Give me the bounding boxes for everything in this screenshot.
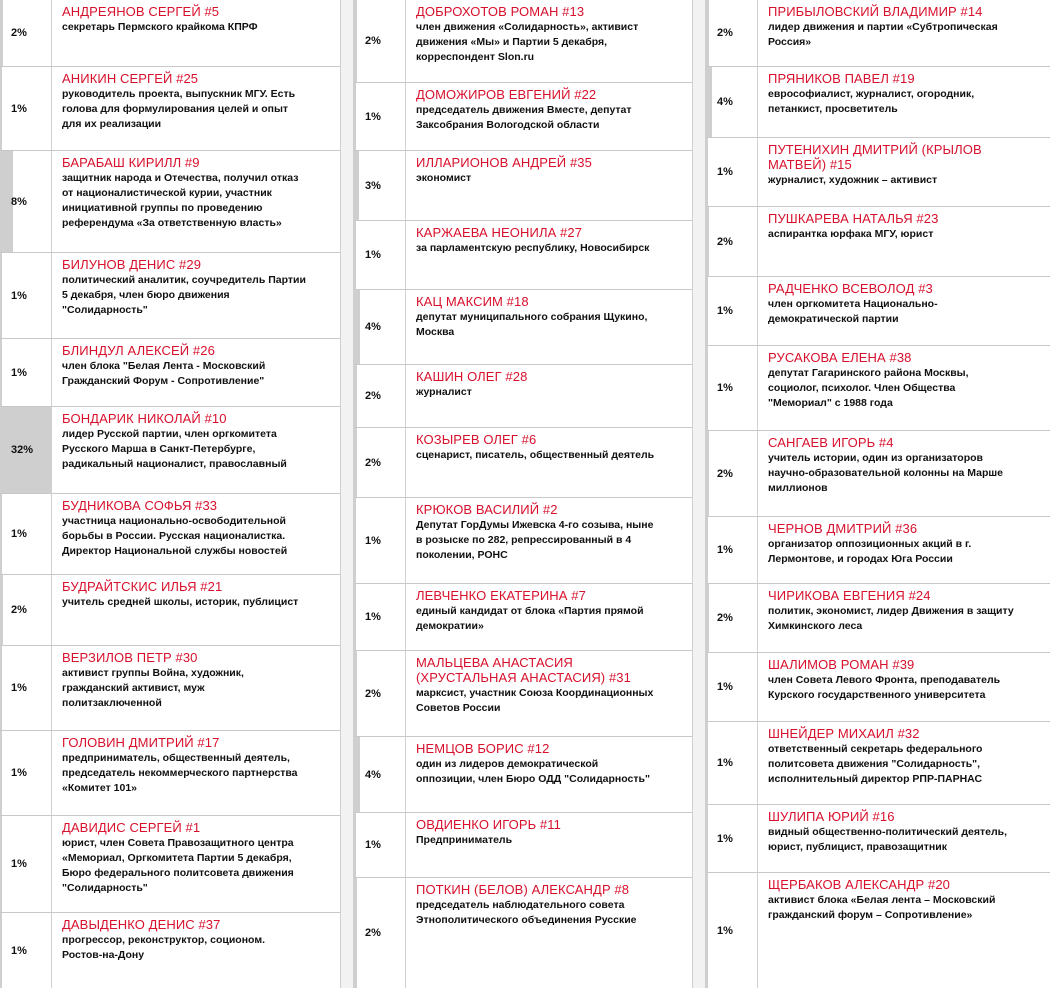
percent-cell — [706, 722, 758, 804]
candidate-row — [354, 150, 692, 220]
candidate-description: Предприниматель — [416, 834, 513, 846]
column-divider — [340, 0, 354, 988]
candidate-name: ИЛЛАРИОНОВ АНДРЕЙ #35 — [416, 155, 592, 170]
candidate-description: член блока "Белая Лента - Московский Гражданский Форум - Сопротивление" — [62, 360, 266, 387]
candidate-row — [706, 137, 1050, 206]
candidate-row — [354, 364, 692, 427]
candidate-row — [0, 912, 340, 988]
candidate-row — [0, 150, 340, 252]
percent-cell — [706, 67, 758, 137]
candidate-info — [62, 735, 334, 796]
candidate-info — [768, 588, 1044, 634]
candidate-name: ШНЕЙДЕР МИХАИЛ #32 — [768, 726, 920, 741]
candidate-row — [706, 652, 1050, 721]
percent-label: 1% — [365, 534, 381, 547]
candidate-name: КАРЖАЕВА НЕОНИЛА #27 — [416, 225, 583, 240]
candidate-name: РУСАКОВА ЕЛЕНА #38 — [768, 350, 912, 365]
percent-label: 32% — [11, 444, 34, 456]
candidate-description: учитель средней школы, историк, публицист — [62, 596, 299, 608]
candidate-info — [768, 281, 1044, 327]
candidate-name: ОВДИЕНКО ИГОРЬ #11 — [416, 817, 561, 832]
candidate-info — [62, 4, 334, 35]
candidate-info — [62, 71, 334, 132]
percent-label: 1% — [365, 839, 381, 851]
percent-cell — [706, 0, 758, 66]
percent-label: 1% — [11, 102, 27, 115]
candidate-info — [416, 588, 686, 634]
percent-label: 1% — [11, 858, 27, 870]
candidate-description: аспирантка юрфака МГУ, юрист — [768, 228, 934, 240]
candidate-row — [354, 650, 692, 736]
candidate-row — [354, 877, 692, 988]
candidate-info — [62, 411, 334, 472]
candidate-row — [354, 82, 692, 150]
candidate-description: за парламентскую республику, Новосибирск — [416, 242, 650, 254]
candidate-info — [62, 579, 334, 610]
candidate-description: один из лидеров демократической оппозиции, член Бюро ОДД "Солидарность" — [416, 758, 650, 785]
candidate-name: ЩЕРБАКОВ АЛЕКСАНДР #20 — [768, 877, 950, 892]
candidate-description: член движения «Солидарность», активист движения «Мы» и Партии 5 декабря, корреспондент Slon.ru — [416, 21, 639, 63]
candidate-info — [416, 882, 686, 928]
percent-cell — [706, 138, 758, 206]
candidate-info — [416, 87, 686, 133]
candidate-name: ЧИРИКОВА ЕВГЕНИЯ #24 — [768, 588, 931, 603]
candidate-name: ДОМОЖИРОВ ЕВГЕНИЙ #22 — [416, 87, 597, 102]
candidate-name: САНГАЕВ ИГОРЬ #4 — [768, 435, 894, 450]
percent-cell — [354, 365, 406, 427]
candidate-name: АНИКИН СЕРГЕЙ #25 — [62, 71, 199, 86]
percent-cell — [0, 575, 52, 645]
percent-label: 4% — [365, 768, 381, 781]
candidate-description: сценарист, писатель, общественный деятель — [416, 449, 655, 461]
candidate-row — [354, 812, 692, 877]
percent-label: 2% — [365, 35, 381, 47]
candidate-row — [0, 66, 340, 150]
candidate-row — [0, 730, 340, 815]
percent-label: 2% — [717, 27, 733, 39]
candidate-name: БОНДАРИК НИКОЛАЙ #10 — [62, 411, 227, 426]
candidate-description: журналист, художник – активист — [768, 174, 938, 186]
candidate-row — [354, 0, 692, 82]
candidate-info — [416, 294, 686, 340]
percent-label: 8% — [11, 195, 27, 208]
candidate-name: БАРАБАШ КИРИЛЛ #9 — [62, 155, 200, 170]
percent-label: 2% — [717, 235, 733, 248]
candidate-row — [706, 66, 1050, 137]
candidate-info — [768, 809, 1044, 855]
candidate-name: НЕМЦОВ БОРИС #12 — [416, 741, 550, 756]
candidates-column-2 — [354, 0, 692, 988]
candidate-row — [354, 583, 692, 650]
candidate-name: ДОБРОХОТОВ РОМАН #13 — [416, 4, 585, 19]
candidate-name: БУДРАЙТСКИС ИЛЬЯ #21 — [62, 579, 223, 594]
candidate-info — [416, 4, 686, 65]
percent-cell — [354, 584, 406, 650]
percent-cell — [354, 290, 406, 364]
candidate-row — [354, 220, 692, 289]
percent-cell — [706, 653, 758, 721]
candidate-name: БУДНИКОВА СОФЬЯ #33 — [62, 498, 218, 513]
percent-cell — [0, 253, 52, 338]
candidate-name: ШУЛИПА ЮРИЙ #16 — [768, 809, 895, 824]
candidate-description: экономист — [416, 172, 472, 184]
percent-cell — [706, 584, 758, 652]
candidate-row — [706, 276, 1050, 345]
candidate-description: руководитель проекта, выпускник МГУ. Есть голова для формулирования целей и опыт для их реализации — [62, 88, 296, 130]
candidate-row — [706, 804, 1050, 872]
percent-cell — [354, 428, 406, 497]
candidate-description: предприниматель, общественный деятель, председатель некоммерческого партнерства «Комитет 101» — [62, 752, 298, 794]
percent-cell — [354, 498, 406, 583]
candidate-name: ПРИБЫЛОВСКИЙ ВЛАДИМИР #14 — [768, 4, 983, 19]
percent-cell — [354, 151, 406, 220]
candidate-description: член Совета Левого Фронта, преподаватель Курского государственного университета — [768, 674, 1001, 701]
percent-cell — [354, 221, 406, 289]
candidate-row — [354, 427, 692, 497]
percent-label: 1% — [365, 611, 381, 623]
candidate-description: активист блока «Белая лента – Московский гражданский форум – Сопротивление» — [768, 894, 996, 921]
percent-cell — [0, 494, 52, 574]
candidate-description: секретарь Пермского крайкома КПРФ — [62, 21, 258, 33]
candidate-row — [706, 583, 1050, 652]
candidate-name: ЛЕВЧЕНКО ЕКАТЕРИНА #7 — [416, 588, 586, 603]
candidate-description: депутат Гагаринского района Москвы, социолог, психолог. Член Общества "Мемориал" с 1988 года — [768, 367, 969, 409]
candidate-info — [416, 817, 686, 848]
candidate-name: КАЦ МАКСИМ #18 — [416, 294, 529, 309]
percent-label: 1% — [365, 249, 381, 261]
candidate-row — [0, 493, 340, 574]
candidate-row — [706, 516, 1050, 583]
candidate-description: лидер движения и партии «Субтропическая Россия» — [768, 21, 998, 48]
candidate-description: юрист, член Совета Правозащитного центра «Мемориал, Оргкомитета Партии 5 декабря, Бюро федерального политсовета движения "Солидарность" — [62, 837, 294, 894]
candidate-row — [0, 406, 340, 493]
percent-cell — [354, 651, 406, 736]
candidate-info — [416, 655, 686, 716]
candidate-info — [62, 650, 334, 711]
candidate-info — [768, 71, 1044, 117]
candidate-description: видный общественно-политический деятель, юрист, публицист, правозащитник — [768, 826, 1008, 853]
percent-label: 1% — [11, 767, 27, 779]
candidate-info — [768, 726, 1044, 787]
candidate-description: учитель истории, один из организаторов научно-образовательной колонны на Марше миллионов — [768, 452, 1004, 494]
candidate-name: МАЛЬЦЕВА АНАСТАСИЯ (ХРУСТАЛЬНАЯ АНАСТАСИЯ) #31 — [416, 655, 631, 685]
percent-cell — [0, 151, 52, 252]
percent-label: 1% — [365, 110, 381, 123]
percent-cell — [354, 0, 406, 82]
candidate-row — [0, 645, 340, 730]
percent-label: 2% — [365, 687, 381, 700]
candidate-description: председатель наблюдательного совета Этнополитического объединения Русские — [416, 899, 637, 926]
candidate-info — [62, 917, 334, 963]
candidate-name: ЧЕРНОВ ДМИТРИЙ #36 — [768, 521, 918, 536]
candidate-description: еврософиалист, журналист, огородник, петанкист, просветитель — [768, 88, 975, 115]
percent-label: 1% — [717, 166, 733, 178]
candidate-description: ответственный секретарь федерального политсовета движения "Солидарность", исполнительный директор РПР-ПАРНАС — [768, 743, 983, 785]
column-divider — [692, 0, 706, 988]
candidate-info — [416, 741, 686, 787]
candidate-info — [62, 820, 334, 896]
candidate-name: КОЗЫРЕВ ОЛЕГ #6 — [416, 432, 537, 447]
candidate-row — [0, 815, 340, 912]
candidate-info — [416, 369, 686, 400]
candidate-info — [62, 155, 334, 231]
percent-label: 2% — [717, 612, 733, 624]
percent-cell — [354, 83, 406, 150]
candidate-row — [706, 721, 1050, 804]
candidate-info — [416, 155, 686, 186]
percent-label: 1% — [11, 528, 27, 540]
percent-cell — [706, 346, 758, 430]
percent-cell — [0, 0, 52, 66]
candidate-description: депутат муниципального собрания Щукино, Москва — [416, 311, 648, 338]
candidates-column-3 — [706, 0, 1050, 988]
percent-label: 1% — [717, 832, 733, 845]
candidate-row — [706, 872, 1050, 988]
candidate-row — [706, 430, 1050, 516]
percent-cell — [706, 207, 758, 276]
candidate-description: председатель движения Вместе, депутат Заксобрания Вологодской области — [416, 104, 632, 131]
candidate-name: ПУШКАРЕВА НАТАЛЬЯ #23 — [768, 211, 939, 226]
candidate-info — [62, 257, 334, 318]
percent-cell — [0, 646, 52, 730]
candidate-info — [768, 211, 1044, 242]
candidate-name: ДАВЫДЕНКО ДЕНИС #37 — [62, 917, 221, 932]
candidate-description: политик, экономист, лидер Движения в защиту Химкинского леса — [768, 605, 1014, 632]
candidate-row — [706, 0, 1050, 66]
candidate-name: РАДЧЕНКО ВСЕВОЛОД #3 — [768, 281, 933, 296]
candidate-info — [768, 657, 1044, 703]
candidate-name: ДАВИДИС СЕРГЕЙ #1 — [62, 820, 201, 835]
candidate-description: активист группы Война, художник, гражданский активист, муж политзаключенной — [62, 667, 244, 709]
candidate-info — [416, 225, 686, 256]
candidate-name: ПОТКИН (БЕЛОВ) АЛЕКСАНДР #8 — [416, 882, 630, 897]
percent-label: 1% — [11, 944, 27, 957]
candidate-info — [416, 502, 686, 563]
percent-cell — [0, 913, 52, 988]
candidate-info — [768, 142, 1044, 188]
percent-cell — [706, 805, 758, 872]
candidate-name: БИЛУНОВ ДЕНИС #29 — [62, 257, 202, 272]
candidate-row — [354, 497, 692, 583]
percent-cell — [706, 517, 758, 583]
candidate-row — [0, 338, 340, 406]
percent-label: 4% — [717, 96, 733, 108]
candidate-info — [62, 498, 334, 559]
percent-cell — [0, 407, 52, 493]
candidate-info — [768, 350, 1044, 411]
candidate-info — [768, 877, 1044, 923]
candidates-column-1 — [0, 0, 340, 988]
candidate-name: ШАЛИМОВ РОМАН #39 — [768, 657, 915, 672]
candidate-description: политический аналитик, соучредитель Партии 5 декабря, член бюро движения "Солидарность" — [62, 274, 306, 316]
percent-label: 2% — [365, 390, 381, 402]
percent-cell — [354, 813, 406, 877]
candidate-info — [768, 4, 1044, 50]
candidate-description: организатор оппозиционных акций в г. Лермонтове, и городах Юга России — [768, 538, 972, 565]
candidate-name: КАШИН ОЛЕГ #28 — [416, 369, 528, 384]
percent-cell — [706, 873, 758, 988]
percent-cell — [0, 731, 52, 815]
candidate-info — [62, 343, 334, 389]
percent-cell — [706, 431, 758, 516]
candidate-name: КРЮКОВ ВАСИЛИЙ #2 — [416, 502, 558, 517]
candidate-description: марксист, участник Союза Координационных Советов России — [416, 687, 654, 714]
candidate-description: участница национально-освободительной борьбы в России. Русская националистка. Директор Национальной службы новостей — [62, 515, 288, 557]
candidate-description: Депутат ГорДумы Ижевска 4-го созыва, ныне в розыске по 282, репрессированный в 4 поколении, РОНС — [416, 519, 654, 561]
candidate-description: журналист — [416, 386, 472, 398]
percent-label: 1% — [11, 366, 27, 379]
candidate-row — [354, 736, 692, 812]
candidate-row — [354, 289, 692, 364]
candidate-info — [416, 432, 686, 463]
percent-label: 1% — [11, 682, 27, 694]
percent-label: 2% — [11, 27, 27, 39]
percent-label: 1% — [717, 924, 733, 937]
candidate-name: ГОЛОВИН ДМИТРИЙ #17 — [62, 735, 220, 750]
percent-cell — [0, 339, 52, 406]
percent-label: 1% — [717, 382, 733, 394]
percent-label: 1% — [11, 289, 27, 302]
candidate-description: единый кандидат от блока «Партия прямой демократии» — [416, 605, 644, 632]
candidate-description: лидер Русской партии, член оргкомитета Русского Марша в Санкт-Петербурге, радикальный националист, православный — [62, 428, 287, 470]
percent-label: 2% — [11, 604, 27, 616]
candidate-name: ПРЯНИКОВ ПАВЕЛ #19 — [768, 71, 915, 86]
percent-label: 1% — [717, 757, 733, 769]
candidate-info — [768, 521, 1044, 567]
percent-label: 1% — [717, 305, 733, 317]
candidate-description: член оргкомитета Национально- демократической партии — [768, 298, 938, 325]
candidate-name: ВЕРЗИЛОВ ПЕТР #30 — [62, 650, 198, 665]
candidate-row — [0, 0, 340, 66]
percent-label: 2% — [365, 456, 381, 469]
candidate-name: ПУТЕНИХИН ДМИТРИЙ (КРЫЛОВ МАТВЕЙ) #15 — [768, 142, 982, 172]
percent-label: 3% — [365, 179, 381, 192]
candidate-info — [768, 435, 1044, 496]
percent-label: 2% — [365, 927, 381, 939]
percent-label: 2% — [717, 467, 733, 480]
percent-cell — [0, 816, 52, 912]
percent-cell — [354, 878, 406, 988]
percent-label: 1% — [717, 681, 733, 693]
percent-label: 4% — [365, 321, 381, 333]
percent-cell — [706, 277, 758, 345]
candidate-row — [0, 252, 340, 338]
candidate-description: защитник народа и Отечества, получил отказ от националистической курии, участник инициативной группы по проведению референдума «За ответственную власть» — [62, 172, 299, 229]
candidate-name: БЛИНДУЛ АЛЕКСЕЙ #26 — [62, 343, 215, 358]
candidate-description: прогрессор, реконструктор, соционом. Ростов-на-Дону — [62, 934, 266, 961]
percent-cell — [354, 737, 406, 812]
candidate-name: АНДРЕЯНОВ СЕРГЕЙ #5 — [62, 4, 220, 19]
percent-label: 1% — [717, 544, 733, 556]
candidate-row — [706, 345, 1050, 430]
candidate-row — [706, 206, 1050, 276]
candidate-row — [0, 574, 340, 645]
percent-cell — [0, 67, 52, 150]
